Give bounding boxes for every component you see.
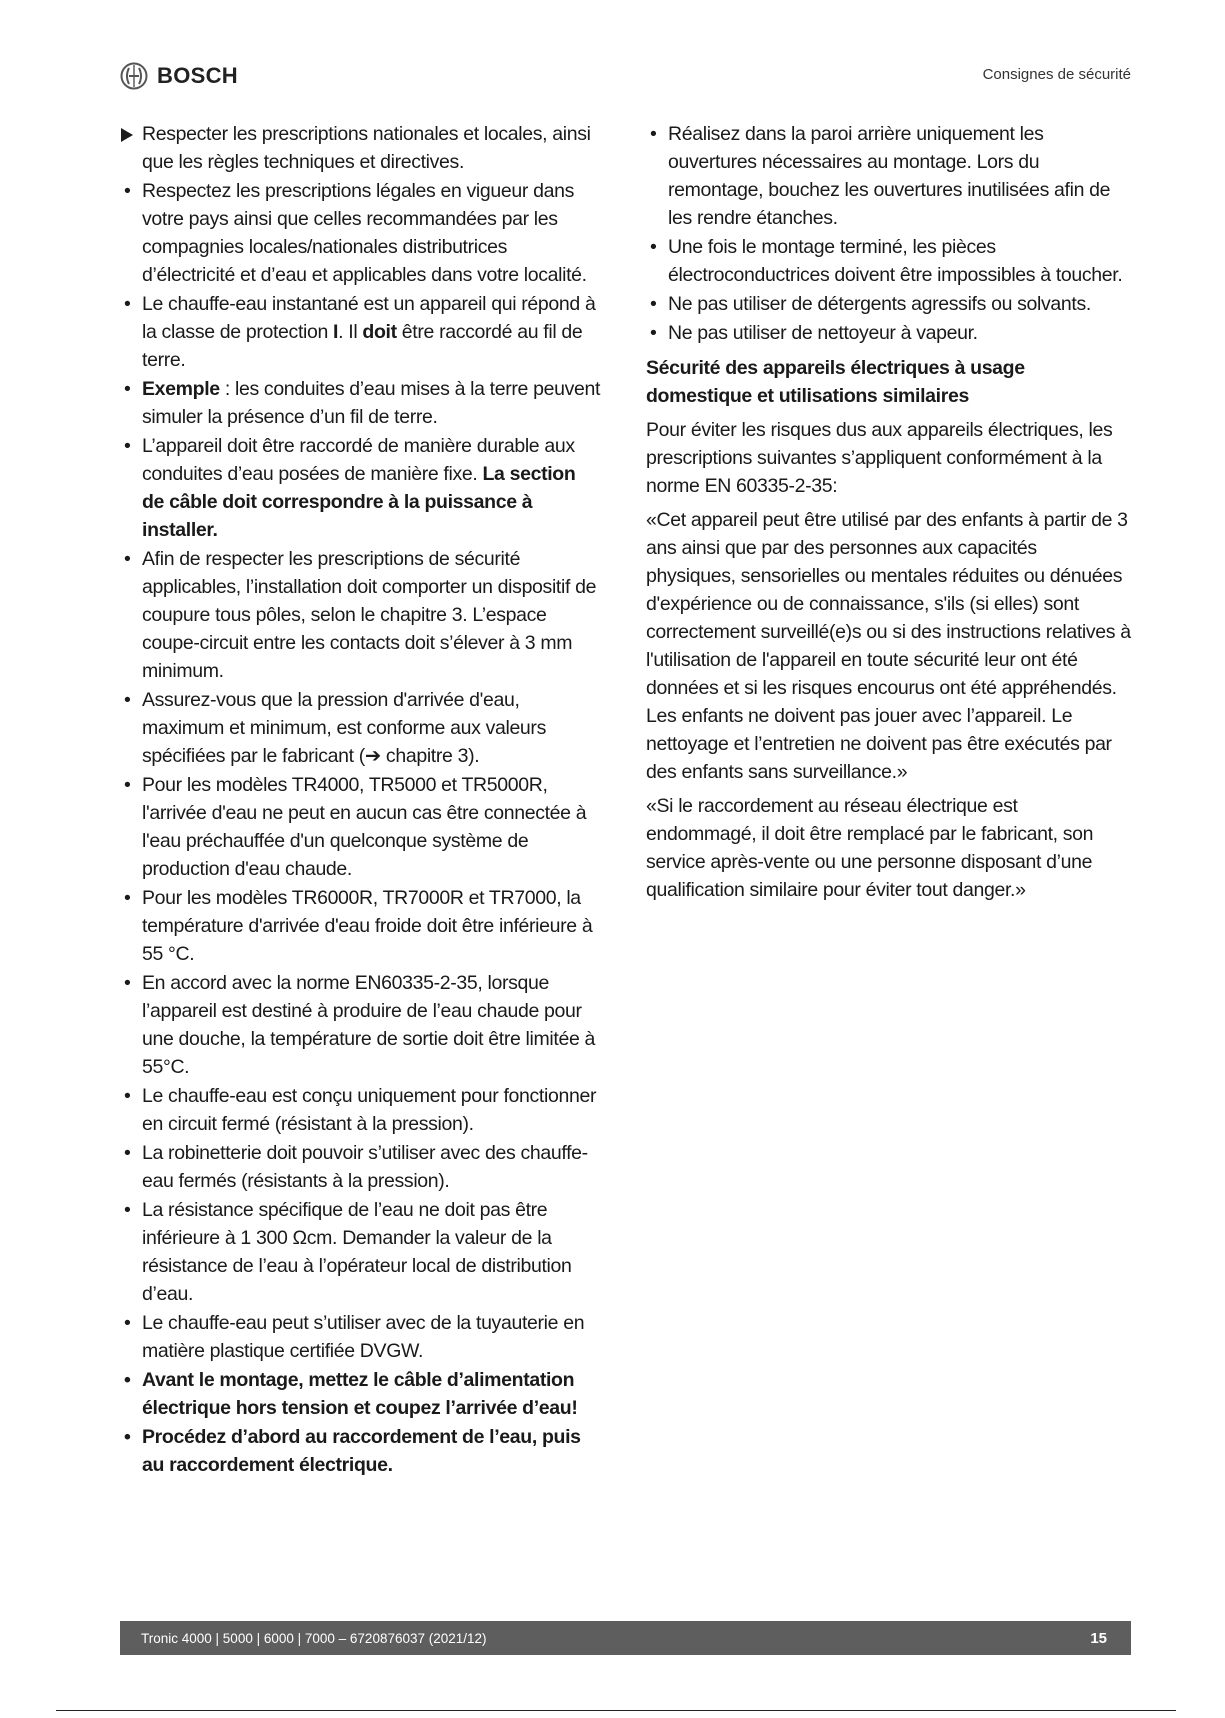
brand-name: BOSCH <box>157 63 238 88</box>
list-item: • Réalisez dans la paroi arrière uniquement les ouvertures nécessaires au montage. Lors du remontage, bouchez les ouvertures inutilisées afin de les rendre étanches. <box>646 120 1131 232</box>
list-item: • Respectez les prescriptions légales en vigueur dans votre pays ainsi que celles recommandées par les compagnies locales/nationales distributrices d’électricité et d’eau et applicables dans votre localité. <box>120 177 602 289</box>
paragraph: «Si le raccordement au réseau électrique est endommagé, il doit être remplacé par le fabricant, son service après-vente ou une personne disposant d’une qualification similaire pour éviter tout danger.» <box>646 795 1094 901</box>
list-item: • Le chauffe-eau est conçu uniquement pour fonctionner en circuit fermé (résistant à la pression). <box>120 1082 602 1138</box>
list-item: • Afin de respecter les prescriptions de sécurité applicables, l’installation doit comporter un dispositif de coupure tous pôles, selon le chapitre 3. L’espace coupe-circuit entre les contacts doit s’élever à 3 mm minimum. <box>120 545 602 685</box>
list-item: • Assurez-vous que la pression d'arrivée d'eau, maximum et minimum, est conforme aux valeurs spécifiées par le fabricant (➔ chapitre 3). <box>120 686 602 770</box>
page-footer <box>120 1621 1131 1655</box>
page-number: 15 <box>1090 1629 1107 1647</box>
bosch-armature-icon <box>120 62 148 90</box>
instruction-item <box>120 120 602 176</box>
document-reference: Tronic 4000 | 5000 | 6000 | 7000 – 6720876037 (2021/12) <box>141 1630 487 1646</box>
list-item: • Exemple : les conduites d’eau mises à la terre peuvent simuler la présence d’un fil de terre. <box>120 375 602 431</box>
list-item: • En accord avec la norme EN60335-2-35, lorsque l’appareil est destiné à produire de l’eau chaude pour une douche, la température de sortie doit être limitée à 55°C. <box>120 969 602 1081</box>
divider <box>56 1710 1176 1711</box>
list-item: • Le chauffe-eau peut s’utiliser avec de la tuyauterie en matière plastique certifiée DVGW. <box>120 1309 602 1365</box>
list-item: • La résistance spécifique de l’eau ne doit pas être inférieure à 1 300 Ωcm. Demander la valeur de la résistance de l’eau à l’opérateur local de distribution d’eau. <box>120 1196 602 1308</box>
list-item: • Procédez d’abord au raccordement de l’eau, puis au raccordement électrique. <box>120 1423 602 1479</box>
right-column <box>646 120 1131 910</box>
arrow-right-icon <box>121 128 133 142</box>
left-column <box>120 120 602 1480</box>
list-item: • Le chauffe-eau instantané est un appareil qui répond à la classe de protection I. Il doit être raccordé au fil de terre. <box>120 290 602 374</box>
instruction-text: Respecter les prescriptions nationales et locales, ainsi que les règles techniques et directives. <box>142 123 591 173</box>
subsection-heading: Sécurité des appareils électriques à usage domestique et utilisations similaires <box>646 357 1025 407</box>
list-item: • Avant le montage, mettez le câble d’alimentation électrique hors tension et coupez l’arrivée d’eau! <box>120 1366 602 1422</box>
list-item: • Ne pas utiliser de nettoyeur à vapeur. <box>646 319 1131 347</box>
paragraph: «Cet appareil peut être utilisé par des enfants à partir de 3 ans ainsi que par des personnes aux capacités physiques, sensorielles ou mentales réduites ou dénuées d'expérience ou de connaissance, s'ils (si elles) sont correctement surveillé(e)s ou si des instructions relatives à l'utilisation de l'appareil en toute sécurité leur ont été données et si les risques encourus ont été appréhendés. Les enfants ne doivent pas jouer avec l’appareil. Le nettoyage et l’entretien ne doivent pas être exécutés par des enfants sans surveillance.» <box>646 509 1131 783</box>
brand-logo <box>120 62 238 90</box>
list-item: • Pour les modèles TR6000R, TR7000R et TR7000, la température d'arrivée d'eau froide doit être inférieure à 55 °C. <box>120 884 602 968</box>
list-item: • La robinetterie doit pouvoir s’utiliser avec des chauffe-eau fermés (résistants à la pression). <box>120 1139 602 1195</box>
section-title: Consignes de sécurité <box>982 66 1131 83</box>
list-item: • Une fois le montage terminé, les pièces électroconductrices doivent être impossibles à toucher. <box>646 233 1131 289</box>
paragraph: Pour éviter les risques dus aux appareils électriques, les prescriptions suivantes s’appliquent conformément à la norme EN 60335-2-35: <box>646 419 1113 497</box>
list-item: • Ne pas utiliser de détergents agressifs ou solvants. <box>646 290 1131 318</box>
list-item: • L’appareil doit être raccordé de manière durable aux conduites d’eau posées de manière fixe. La section de câble doit correspondre à la puissance à installer. <box>120 432 602 544</box>
list-item: • Pour les modèles TR4000, TR5000 et TR5000R, l'arrivée d'eau ne peut en aucun cas être connectée à l'eau préchauffée d'un quelconque système de production d'eau chaude. <box>120 771 602 883</box>
